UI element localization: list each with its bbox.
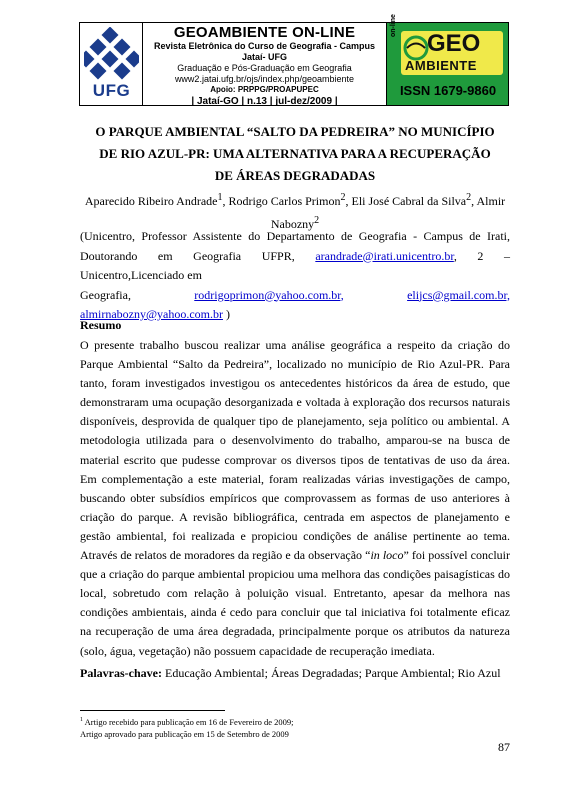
email-link[interactable]: almirnabozny@yahoo.com.br	[80, 307, 224, 321]
keywords	[80, 664, 510, 682]
author-name: Eli José Cabral da Silva	[351, 194, 467, 208]
geoambiente-logo	[386, 14, 508, 105]
geo-logo-ambiente: AMBIENTE	[405, 58, 477, 73]
footnotes	[80, 714, 294, 740]
author-affiliation-marker: 2	[466, 192, 472, 203]
abstract-body	[80, 336, 510, 661]
footnote-text: Artigo aprovado para publicação em 15 de Setembro de 2009	[80, 728, 289, 739]
author-name: Rodrigo Carlos Primon	[228, 194, 341, 208]
ufg-logo-text: UFG	[92, 81, 131, 100]
article-title	[80, 121, 510, 187]
ufg-logo	[80, 23, 143, 105]
email-link[interactable]: arandrade@irati.unicentro.br	[315, 248, 454, 263]
footnote-item	[80, 714, 294, 728]
title-line: O PARQUE AMBIENTAL “SALTO DA PEDREIRA” NO MUNICÍPIO	[95, 124, 495, 139]
ufg-squares-icon	[84, 27, 139, 82]
abstract-text: ” foi possível concluir que a criação do parque ambiental propiciou uma melhora das condições paisagísticas do local, sobretudo com relação à poluição visual. Entretanto, apesar da melhora nas condições ambientais, ainda é cedo para concluir que tal iniciativa foi totalmente eficaz na recuperação de uma área degradada, principalmente porque os atributos da natureza (solo, água, vegetação) não possuem capacidade de recuperação imediata.	[80, 548, 510, 658]
affiliation-email-row	[80, 286, 510, 306]
journal-issue: | Jataí-GO | n.13 | jul-dez/2009 |	[191, 96, 338, 107]
footnote-text: Artigo recebido para publicação em 16 de Fevereiro de 2009;	[83, 716, 294, 727]
page-number: 87	[498, 740, 510, 754]
geo-logo-online: on-line	[390, 14, 397, 37]
author-name: Aparecido Ribeiro Andrade	[84, 194, 218, 208]
abstract-text: O presente trabalho buscou realizar uma análise geográfica a respeito da criação do Parque Ambiental “Salto da Pedreira”, localizado no município de Rio Azul-PR. Para tanto, foram investigados investigou os antecedentes históricos da área de estudo, que demonstraram uma ocupação desorganizada e voltada à exploração dos recursos naturais disponíveis, desprovida de qualquer tipo de planejamento, seja político ou ambiental. A metodologia utilizada para o desenvolvimento do trabalho, amparou-se na busca de material escrito que pudesse comprovar os diversos tipos de tentativas de uso da área. Em complementação a este material, foram realizadas várias investigações de campo, buscando obter subsídios empíricos que comprovassem as formas de uso anteriores à criação do parque. A revisão bibliográfica, centrada em aspectos de planejamento e gestão ambiental, foi realizada e propiciou condições de análise pertinente ao tema. Através de relatos de moradores da região e da observação “	[80, 338, 510, 563]
journal-name: GEOAMBIENTE ON-LINE	[173, 24, 356, 41]
abstract-italic: in loco	[370, 548, 404, 563]
journal-program: Graduação e Pós-Graduação em Geografia	[177, 63, 352, 73]
author-list: Aparecido Ribeiro Andrade$^1$, Rodrigo Carlos Primon$^2$, Eli José Cabral da Silva$^2$, Almir Nabozny$^2$	[84, 192, 506, 231]
author-name: Almir Nabozny	[270, 194, 506, 231]
journal-subtitle: Revista Eletrônica do Curso de Geografia - Campus Jataí- UFG	[153, 41, 376, 62]
affiliations	[80, 227, 510, 325]
email-link[interactable]: elijcs@gmail.com.br,	[407, 287, 510, 302]
email-link[interactable]: rodrigoprimon@yahoo.com.br,	[194, 287, 344, 302]
title-line: DE RIO AZUL-PR: UMA ALTERNATIVA PARA A RECUPERAÇÃO	[99, 146, 491, 161]
affiliation-text: (Unicentro, Professor Assistente do Departamento de Geografia - Campus de Irati, Doutorando em Geografia UFPR,	[80, 229, 510, 263]
title-line: DE ÁREAS DEGRADADAS	[214, 168, 376, 183]
affiliation-text: )	[223, 307, 231, 321]
keywords-list: Educação Ambiental; Áreas Degradadas; Parque Ambiental; Rio Azul	[161, 666, 501, 680]
affiliation-text: Geografia,	[80, 287, 131, 302]
geo-logo-geo: GEO	[427, 30, 481, 57]
journal-support: Apoio: PRPPG/PROAPUPEC	[210, 85, 319, 94]
journal-banner	[79, 14, 509, 107]
author-affiliation-marker: 1	[217, 192, 223, 203]
abstract-heading: Resumo	[80, 318, 122, 332]
journal-url[interactable]: www2.jatai.ufg.br/ojs/index.php/geoambiente	[174, 74, 355, 84]
journal-info	[143, 23, 386, 105]
keywords-label: Palavras-chave:	[80, 666, 162, 680]
author-affiliation-marker: 2	[340, 192, 346, 203]
footnote-marker: 1	[80, 717, 83, 723]
author-affiliation-marker: 2	[314, 215, 320, 226]
affiliation-text: , 2 – Unicentro,Licenciado em	[80, 248, 511, 282]
footnote-divider	[80, 710, 225, 711]
issn: ISSN 1679-9860	[399, 83, 497, 98]
